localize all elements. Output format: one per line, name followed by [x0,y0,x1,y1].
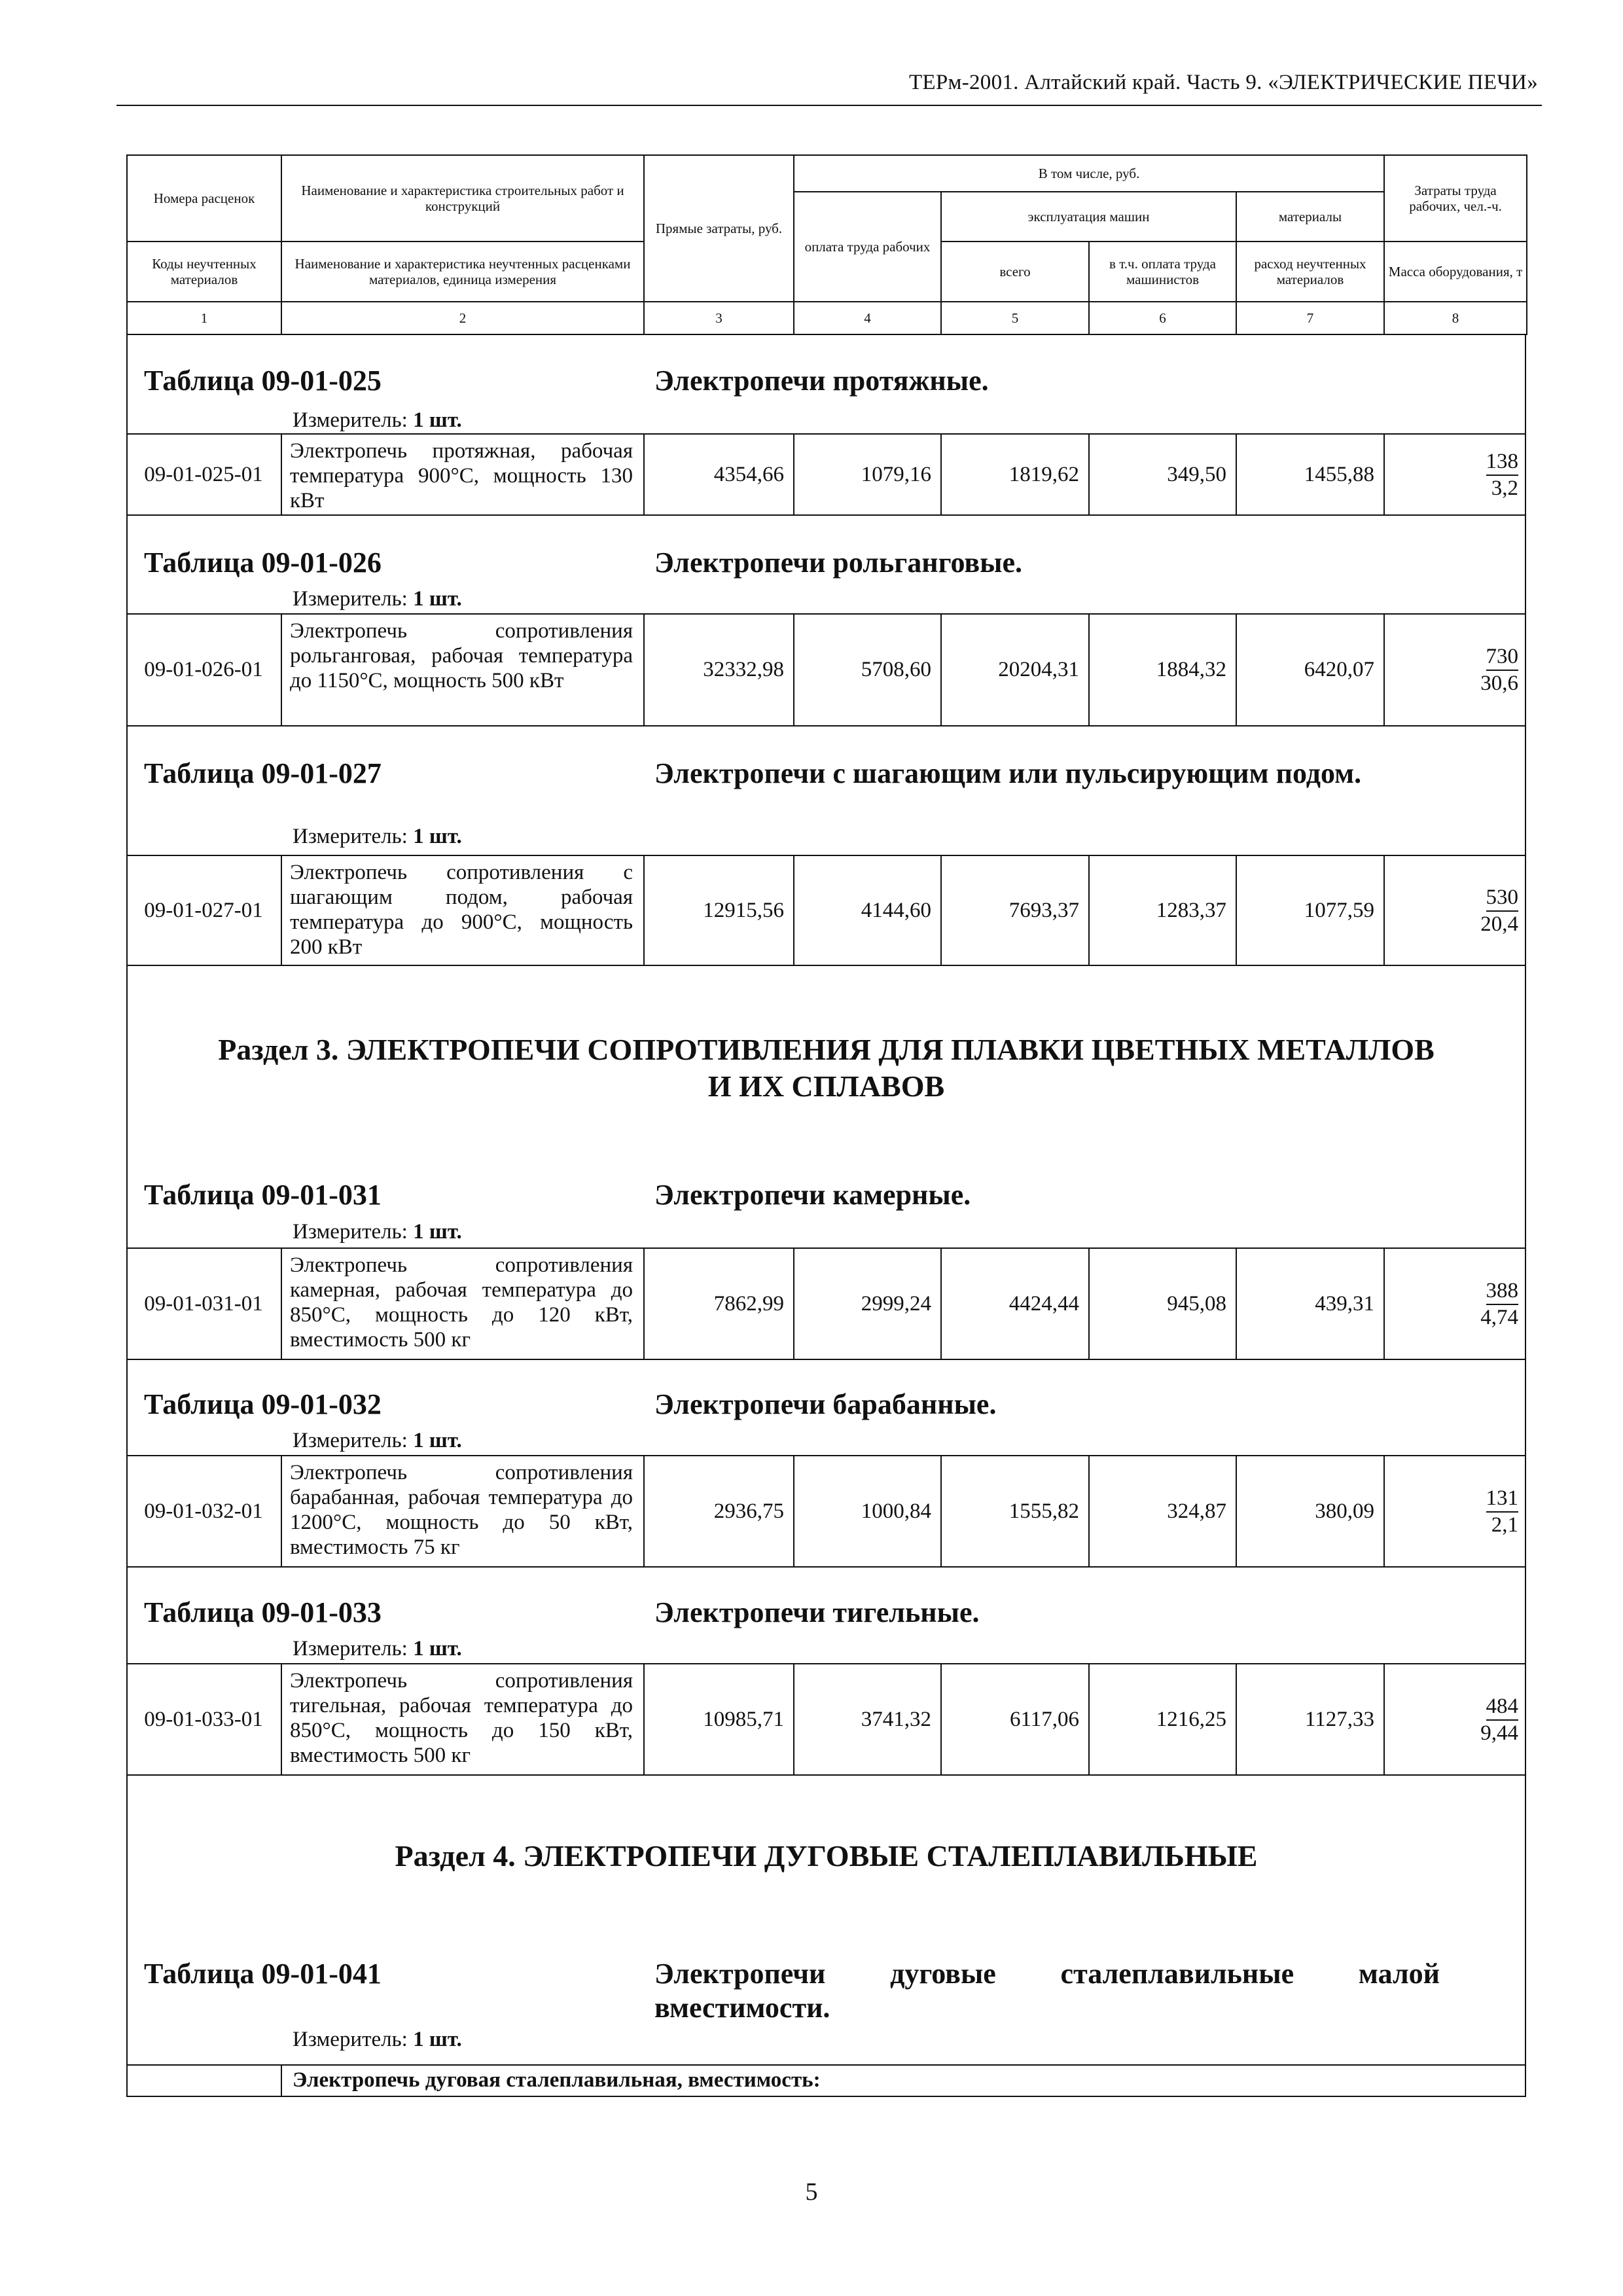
table-row [126,615,1526,725]
machinists-pay: 1884,32 [1156,658,1226,681]
direct-costs: 7862,99 [713,1291,784,1316]
row-divider [126,1774,1526,1776]
header-materials: материалы [1236,192,1384,242]
table-title: Электропечи с шагающим или пульсирующим подом. [654,757,1362,789]
header-labor-cost: Затраты труда рабочих, чел.-ч. [1384,155,1527,242]
section-heading: Раздел 4. ЭЛЕКТРОПЕЧИ ДУГОВЫЕ СТАЛЕПЛАВИЛЬНЫЕ [395,1839,1258,1873]
header-unaccounted-materials: расход неучтенных материалов [1236,242,1384,302]
labor-pay: 1079,16 [861,462,931,486]
table-label: Таблица 09-01-025 [144,365,382,397]
header-unaccounted-name: Наименование и характеристика неучтенных расценками материалов, единица измерения [281,242,644,302]
rate-description: Электропечь сопротивления барабанная, рабочая температура до 1200°С, мощность до 50 кВт, вместимость 75 кг [290,1461,633,1559]
labor-cost: 484 [1486,1694,1519,1721]
equipment-mass: 30,6 [1480,672,1518,695]
direct-costs: 32332,98 [703,658,784,681]
row-divider [126,1566,1526,1568]
labor-and-mass [1486,435,1519,514]
table-row [126,1456,1526,1566]
rate-description: Электропечь сопротивления тигельная, рабочая температура до 850°С, мощность до 150 кВт, вместимость 500 кг [290,1669,633,1767]
direct-costs: 10985,71 [703,1707,784,1731]
rate-code: 09-01-026-01 [144,658,263,681]
col-number: 5 [941,302,1089,334]
labor-and-mass [1480,856,1518,965]
rate-description: Электропечь протяжная, рабочая температура 900°С, мощность 130 кВт [290,439,633,512]
row-divider [126,965,1526,966]
col-number: 3 [644,302,794,334]
header-equipment-mass: Масса оборудования, т [1384,242,1527,302]
labor-pay: 1000,84 [861,1499,931,1523]
labor-pay: 4144,60 [861,898,931,922]
table-title: Электропечи протяжные. [654,365,989,397]
machinists-pay: 1283,37 [1156,898,1226,922]
machinists-pay: 945,08 [1167,1291,1226,1316]
measure-unit: Измеритель: 1 шт. [293,1637,462,1660]
measure-unit: Измеритель: 1 шт. [293,2028,462,2051]
equipment-mass: 9,44 [1480,1721,1518,1745]
col-number: 1 [127,302,281,334]
labor-and-mass [1486,1456,1519,1566]
rate-description: Электропечь сопротивления с шагающим подом, рабочая температура до 900°С, мощность 200 кВт [290,861,633,959]
col-number: 2 [281,302,644,334]
measure-unit: Измеритель: 1 шт. [293,1429,462,1452]
header-work-name: Наименование и характеристика строительных работ и конструкций [281,155,644,242]
equipment-mass: 20,4 [1480,912,1518,936]
rate-code: 09-01-025-01 [144,462,263,486]
running-header: ТЕРм-2001. Алтайский край. Часть 9. «ЭЛЕКТРИЧЕСКИЕ ПЕЧИ» [908,71,1538,94]
materials-cost: 1077,59 [1304,898,1374,922]
rate-description: Электропечь сопротивления камерная, рабочая температура до 850°С, мощность до 120 кВт, вместимость 500 кг [290,1253,633,1352]
machines-total: 4424,44 [1008,1291,1079,1316]
labor-pay: 5708,60 [861,658,931,681]
table-title: Электропечи барабанные. [654,1388,997,1420]
table-row [126,1664,1526,1774]
col-number: 4 [794,302,941,334]
row-divider [126,725,1526,726]
equipment-mass: 2,1 [1491,1513,1518,1537]
materials-cost: 6420,07 [1304,658,1374,681]
rate-description: Электропечь сопротивления рольганговая, рабочая температура до 1150°С, мощность 500 кВт [290,619,633,692]
table-title: Электропечи тигельные. [654,1596,980,1628]
labor-and-mass [1480,1664,1518,1774]
labor-cost: 530 [1486,885,1519,912]
header-machinists-pay: в т.ч. оплата труда машинистов [1089,242,1236,302]
labor-cost: 730 [1486,644,1519,671]
col-number: 6 [1089,302,1236,334]
section-heading: Раздел 3. ЭЛЕКТРОПЕЧИ СОПРОТИВЛЕНИЯ ДЛЯ ПЛАВКИ ЦВЕТНЫХ МЕТАЛЛОВ И ИХ СПЛАВОВ [218,1033,1435,1103]
rate-code: 09-01-033-01 [144,1707,263,1731]
table-label: Таблица 09-01-026 [144,547,382,579]
machinists-pay: 349,50 [1167,462,1226,486]
row-divider [126,1359,1526,1360]
rate-code: 09-01-031-01 [144,1291,263,1316]
header-machine-operation: эксплуатация машин [941,192,1236,242]
labor-cost: 131 [1486,1486,1519,1513]
col-number: 8 [1384,302,1527,334]
measure-unit: Измеритель: 1 шт. [293,1220,462,1244]
table-row [126,1249,1526,1359]
direct-costs: 2936,75 [713,1499,784,1523]
page-number: 5 [805,2178,818,2206]
header-unaccounted-codes: Коды неучтенных материалов [127,242,281,302]
labor-and-mass [1480,1249,1518,1359]
machinists-pay: 1216,25 [1156,1707,1226,1731]
materials-cost: 1455,88 [1304,462,1374,486]
labor-cost: 138 [1486,449,1519,476]
materials-cost: 380,09 [1315,1499,1374,1523]
table-label: Таблица 09-01-033 [144,1596,382,1628]
measure-unit: Измеритель: 1 шт. [293,587,462,611]
machines-total: 20204,31 [998,658,1079,681]
labor-pay: 3741,32 [861,1707,931,1731]
row-subheading: Электропечь дуговая сталеплавильная, вместимость: [293,2068,821,2092]
col-number: 7 [1236,302,1384,334]
header-direct-costs: Прямые затраты, руб. [644,155,794,302]
equipment-mass: 4,74 [1480,1305,1518,1329]
machinists-pay: 324,87 [1167,1499,1226,1523]
table-title: Электропечи рольганговые. [654,547,1023,579]
table-label: Таблица 09-01-027 [144,757,382,789]
table-row [126,856,1526,965]
machines-total: 1555,82 [1008,1499,1079,1523]
table-title: Электропечи дуговые сталеплавильные малой вместимости. [654,1958,1440,2024]
header-total: всего [941,242,1089,302]
rate-code: 09-01-027-01 [144,898,263,922]
direct-costs: 4354,66 [713,462,784,486]
materials-cost: 439,31 [1315,1291,1374,1316]
column-header-table [126,154,1527,335]
measure-unit: Измеритель: 1 шт. [293,825,462,848]
machines-total: 6117,06 [1009,1707,1079,1731]
header-including: В том числе, руб. [794,155,1384,192]
row-divider [126,514,1526,516]
table-label: Таблица 09-01-031 [144,1179,382,1211]
equipment-mass: 3,2 [1491,476,1518,500]
table-title: Электропечи камерные. [654,1179,971,1211]
machines-total: 7693,37 [1008,898,1079,922]
labor-and-mass [1480,615,1518,725]
table-row [126,435,1526,514]
table-label: Таблица 09-01-032 [144,1388,382,1420]
labor-pay: 2999,24 [861,1291,931,1316]
labor-cost: 388 [1486,1278,1519,1305]
header-rule [116,105,1542,106]
machines-total: 1819,62 [1008,462,1079,486]
header-labor-pay: оплата труда рабочих [794,192,941,302]
direct-costs: 12915,56 [703,898,784,922]
materials-cost: 1127,33 [1304,1707,1374,1731]
header-rate-numbers: Номера расценок [127,155,281,242]
table-label: Таблица 09-01-041 [144,1958,382,1990]
rate-code: 09-01-032-01 [144,1499,263,1523]
measure-unit: Измеритель: 1 шт. [293,408,462,432]
